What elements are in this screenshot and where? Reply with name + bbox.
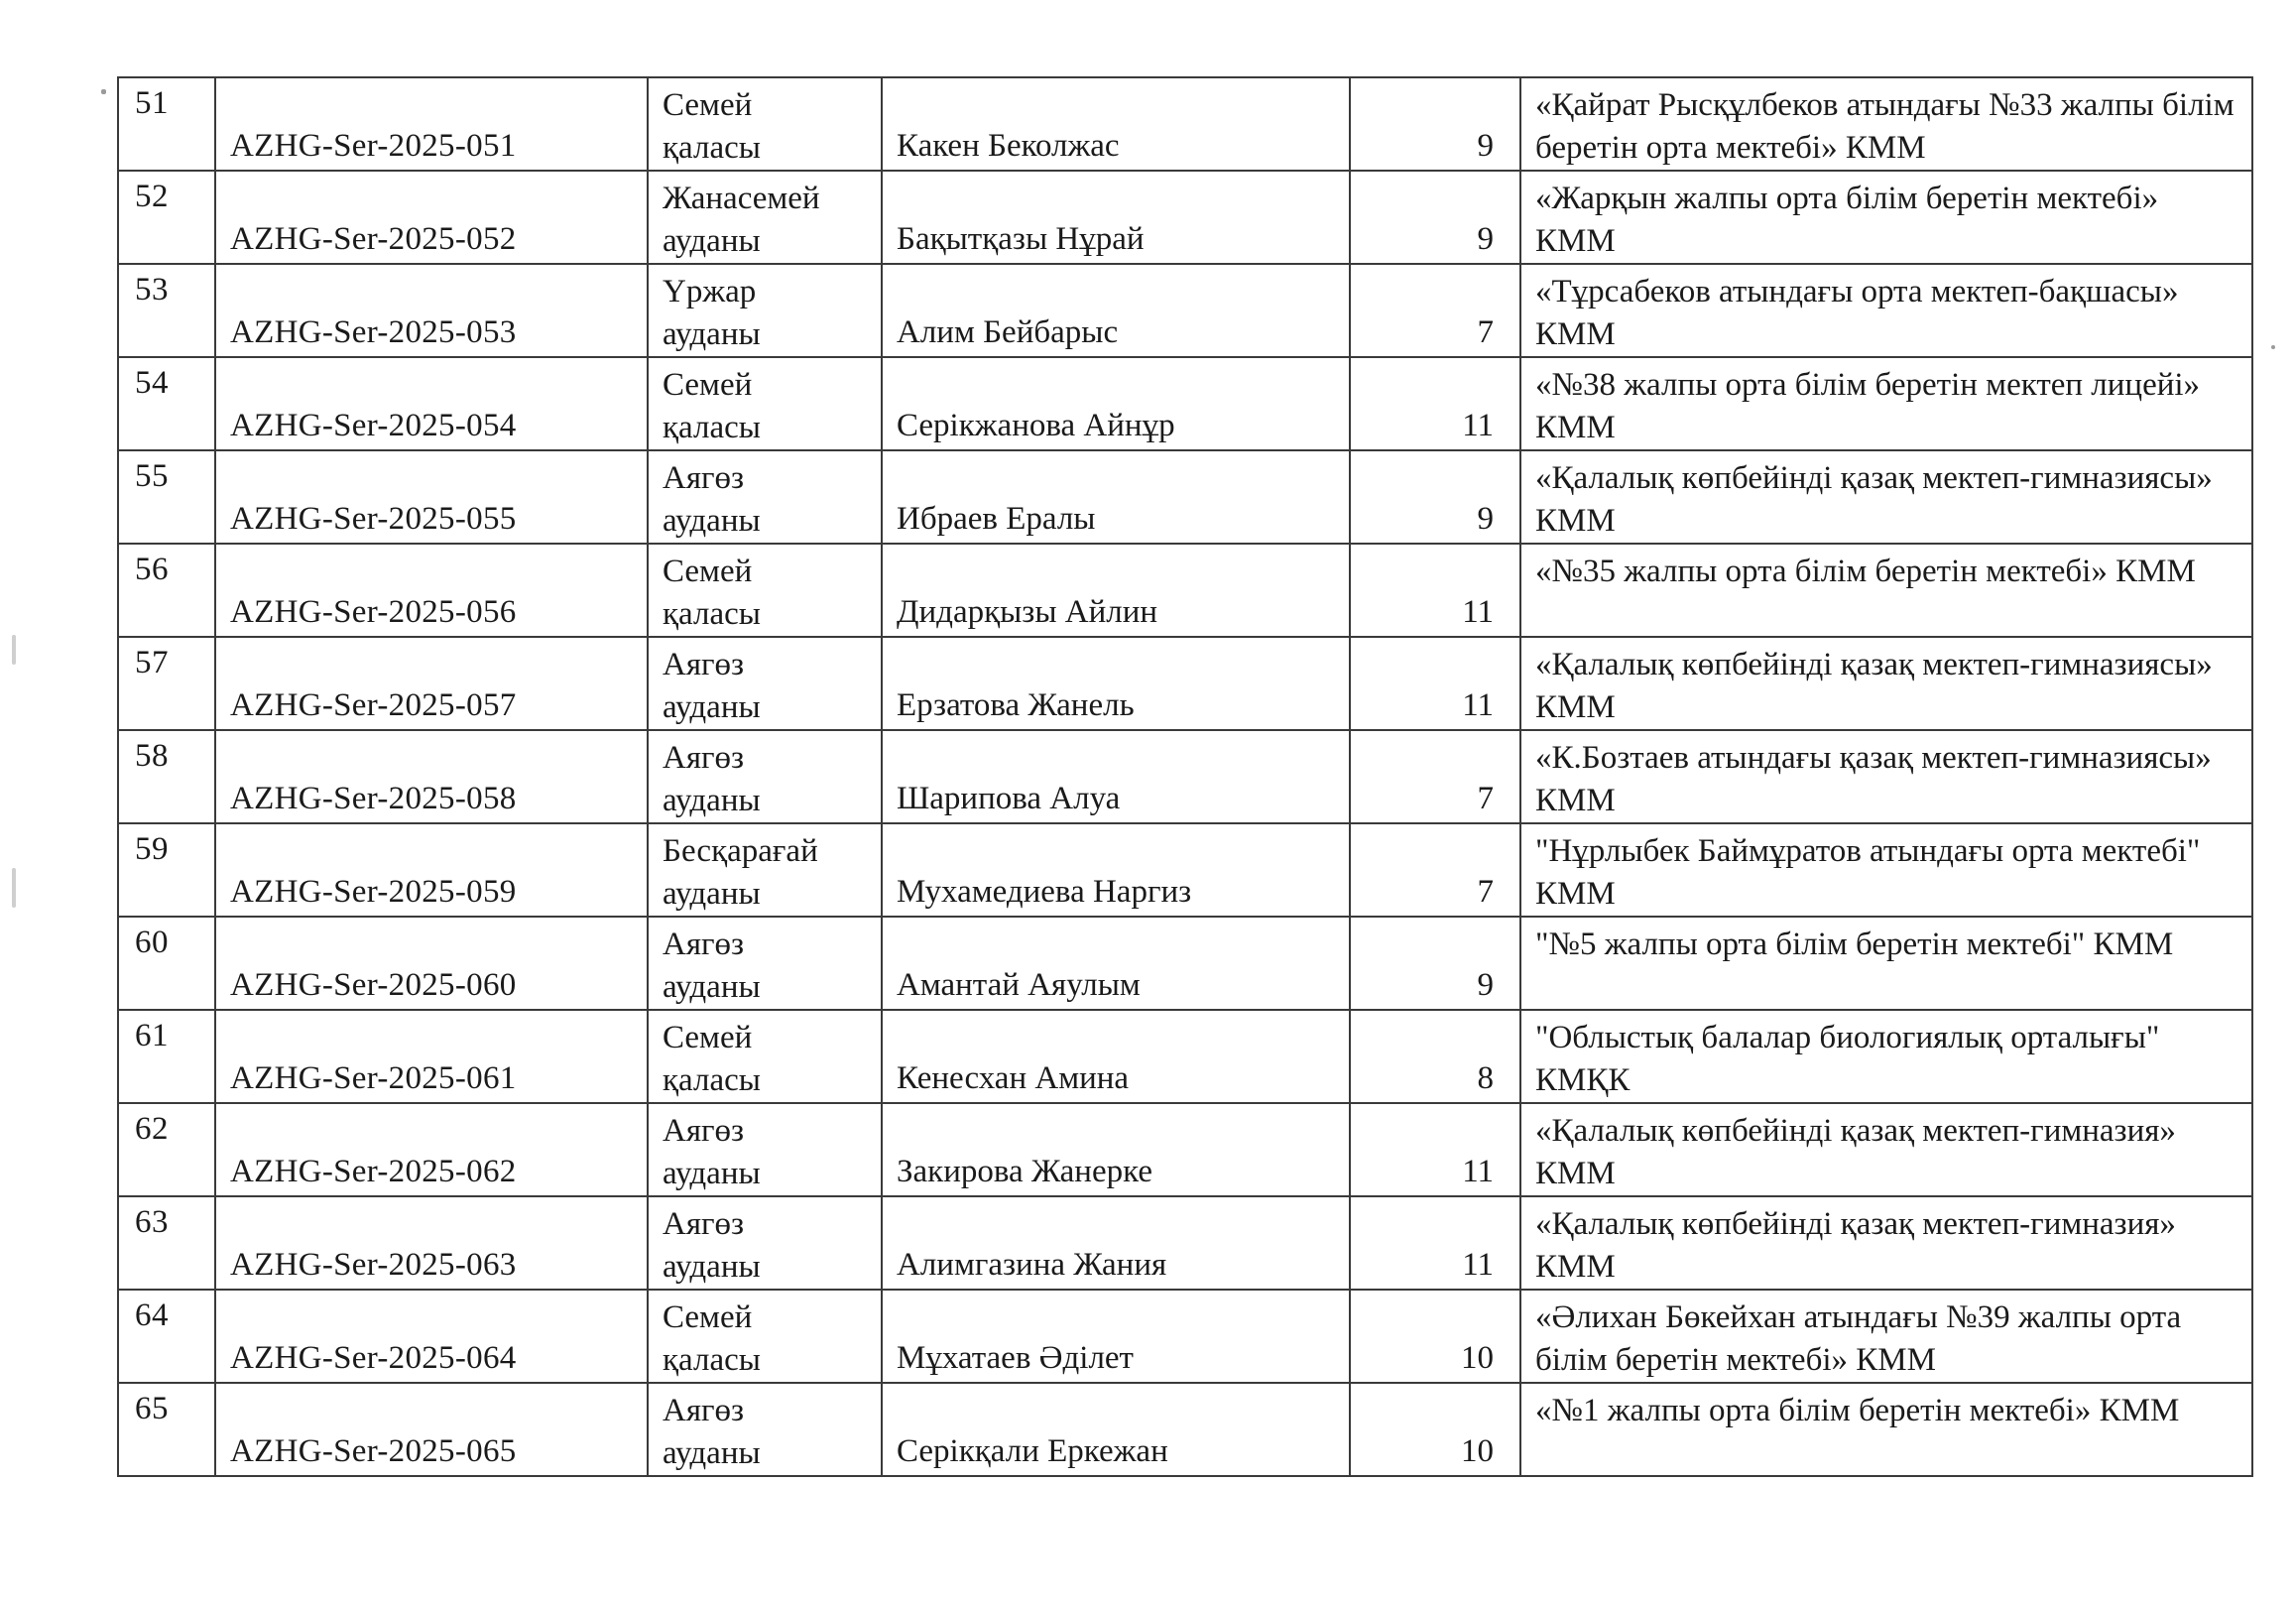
region-name: Аягөз (663, 1206, 745, 1242)
school-name: "Нұрлыбек Баймұратов атындағы орта мектебі" КММ (1520, 823, 2252, 917)
scan-mark (101, 89, 106, 94)
row-number: 52 (118, 171, 215, 264)
grade: 11 (1350, 544, 1520, 637)
region-cell (648, 544, 882, 637)
region-cell (648, 77, 882, 171)
scan-mark (12, 635, 16, 665)
participant-code: AZHG-Ser-2025-062 (215, 1103, 648, 1196)
grade: 11 (1350, 1103, 1520, 1196)
school-name: «Қалалық көпбейінді қазақ мектеп-гимназия» КММ (1520, 1103, 2252, 1196)
region-name: Үржар (663, 274, 757, 309)
region-type: қаласы (663, 1342, 761, 1378)
region-cell (648, 1196, 882, 1290)
region-cell (648, 730, 882, 823)
region-type: ауданы (663, 783, 761, 818)
region-cell (648, 450, 882, 544)
school-name: «№35 жалпы орта білім беретін мектебі» КММ (1520, 544, 2252, 637)
region-name: Аягөз (663, 1113, 745, 1149)
row-number: 51 (118, 77, 215, 171)
row-number: 65 (118, 1383, 215, 1476)
row-number: 59 (118, 823, 215, 917)
school-name: «№1 жалпы орта білім беретін мектебі» КММ (1520, 1383, 2252, 1476)
school-name: «Қайрат Рысқұлбеков атындағы №33 жалпы білім беретін орта мектебі» КММ (1520, 77, 2252, 171)
school-name: «Жарқын жалпы орта білім беретін мектебі» КММ (1520, 171, 2252, 264)
participant-name: Серікжанова Айнұр (882, 357, 1350, 450)
participant-name: Шарипова Алуа (882, 730, 1350, 823)
region-cell (648, 171, 882, 264)
row-number: 61 (118, 1010, 215, 1103)
table-row (118, 917, 2252, 1010)
grade: 8 (1350, 1010, 1520, 1103)
region-type: ауданы (663, 876, 761, 912)
participant-code: AZHG-Ser-2025-059 (215, 823, 648, 917)
grade: 7 (1350, 823, 1520, 917)
region-type: қаласы (663, 130, 761, 166)
region-cell (648, 264, 882, 357)
table-row (118, 450, 2252, 544)
grade: 9 (1350, 77, 1520, 171)
school-name: "Облыстық балалар биологиялық орталығы" КМҚК (1520, 1010, 2252, 1103)
scan-mark (12, 868, 16, 908)
region-name: Семей (663, 1299, 753, 1335)
school-name: «Қалалық көпбейінді қазақ мектеп-гимназия» КММ (1520, 1196, 2252, 1290)
region-name: Жанасемей (663, 181, 820, 216)
grade: 9 (1350, 917, 1520, 1010)
region-name: Семей (663, 554, 753, 589)
school-name: «К.Бозтаев атындағы қазақ мектеп-гимназиясы» КММ (1520, 730, 2252, 823)
row-number: 58 (118, 730, 215, 823)
participant-name: Какен Беколжас (882, 77, 1350, 171)
grade: 11 (1350, 1196, 1520, 1290)
grade: 7 (1350, 264, 1520, 357)
region-name: Бесқарағай (663, 833, 818, 869)
participant-name: Закирова Жанерке (882, 1103, 1350, 1196)
region-name: Семей (663, 87, 753, 123)
participant-code: AZHG-Ser-2025-065 (215, 1383, 648, 1476)
participant-name: Алим Бейбарыс (882, 264, 1350, 357)
participant-code: AZHG-Ser-2025-057 (215, 637, 648, 730)
region-type: ауданы (663, 223, 761, 259)
school-name: «Тұрсабеков атындағы орта мектеп-бақшасы» КММ (1520, 264, 2252, 357)
participant-code: AZHG-Ser-2025-060 (215, 917, 648, 1010)
region-name: Аягөз (663, 927, 745, 962)
table-row (118, 544, 2252, 637)
row-number: 57 (118, 637, 215, 730)
region-cell (648, 357, 882, 450)
region-type: ауданы (663, 503, 761, 539)
row-number: 64 (118, 1290, 215, 1383)
row-number: 62 (118, 1103, 215, 1196)
row-number: 60 (118, 917, 215, 1010)
grade: 10 (1350, 1290, 1520, 1383)
table-row (118, 77, 2252, 171)
participant-code: AZHG-Ser-2025-064 (215, 1290, 648, 1383)
region-name: Аягөз (663, 1393, 745, 1428)
row-number: 56 (118, 544, 215, 637)
region-name: Семей (663, 367, 753, 403)
grade: 9 (1350, 450, 1520, 544)
row-number: 63 (118, 1196, 215, 1290)
participant-code: AZHG-Ser-2025-056 (215, 544, 648, 637)
scan-mark (2271, 345, 2275, 349)
row-number: 54 (118, 357, 215, 450)
grade: 9 (1350, 171, 1520, 264)
table-row (118, 264, 2252, 357)
row-number: 53 (118, 264, 215, 357)
region-type: ауданы (663, 316, 761, 352)
table-body (118, 77, 2252, 1476)
table-row (118, 171, 2252, 264)
school-name: "№5 жалпы орта білім беретін мектебі" КММ (1520, 917, 2252, 1010)
participant-name: Мұхатаев Әділет (882, 1290, 1350, 1383)
region-type: ауданы (663, 1249, 761, 1285)
school-name: «Қалалық көпбейінді қазақ мектеп-гимназиясы» КММ (1520, 450, 2252, 544)
table-row (118, 1383, 2252, 1476)
participant-code: AZHG-Ser-2025-061 (215, 1010, 648, 1103)
region-type: ауданы (663, 969, 761, 1005)
participant-name: Мухамедиева Наргиз (882, 823, 1350, 917)
region-cell (648, 1103, 882, 1196)
region-cell (648, 917, 882, 1010)
table-row (118, 1290, 2252, 1383)
region-type: ауданы (663, 1435, 761, 1471)
participant-code: AZHG-Ser-2025-063 (215, 1196, 648, 1290)
participant-name: Ерзатова Жанель (882, 637, 1350, 730)
region-type: қаласы (663, 596, 761, 632)
region-cell (648, 1383, 882, 1476)
region-cell (648, 823, 882, 917)
table-row (118, 823, 2252, 917)
grade: 11 (1350, 357, 1520, 450)
region-type: ауданы (663, 1156, 761, 1191)
participant-name: Дидарқызы Айлин (882, 544, 1350, 637)
participant-name: Серікқали Еркежан (882, 1383, 1350, 1476)
region-name: Семей (663, 1020, 753, 1055)
region-name: Аягөз (663, 647, 745, 682)
table-row (118, 730, 2252, 823)
participant-code: AZHG-Ser-2025-053 (215, 264, 648, 357)
school-name: «№38 жалпы орта білім беретін мектеп лицейі» КММ (1520, 357, 2252, 450)
participant-code: AZHG-Ser-2025-055 (215, 450, 648, 544)
table-row (118, 1196, 2252, 1290)
region-cell (648, 1290, 882, 1383)
participant-name: Кенесхан Амина (882, 1010, 1350, 1103)
participant-name: Бақытқазы Нұрай (882, 171, 1350, 264)
table-row (118, 637, 2252, 730)
grade: 10 (1350, 1383, 1520, 1476)
participants-table (117, 76, 2253, 1477)
participant-code: AZHG-Ser-2025-051 (215, 77, 648, 171)
region-type: ауданы (663, 689, 761, 725)
table-row (118, 357, 2252, 450)
region-name: Аягөз (663, 460, 745, 496)
participant-name: Амантай Аяулым (882, 917, 1350, 1010)
region-name: Аягөз (663, 740, 745, 776)
school-name: «Қалалық көпбейінді қазақ мектеп-гимназиясы» КММ (1520, 637, 2252, 730)
grade: 7 (1350, 730, 1520, 823)
participant-name: Ибраев Ералы (882, 450, 1350, 544)
grade: 11 (1350, 637, 1520, 730)
row-number: 55 (118, 450, 215, 544)
table-row (118, 1010, 2252, 1103)
region-type: қаласы (663, 410, 761, 445)
participant-code: AZHG-Ser-2025-052 (215, 171, 648, 264)
school-name: «Әлихан Бөкейхан атындағы №39 жалпы орта білім беретін мектебі» КММ (1520, 1290, 2252, 1383)
region-type: қаласы (663, 1062, 761, 1098)
region-cell (648, 1010, 882, 1103)
region-cell (648, 637, 882, 730)
table-row (118, 1103, 2252, 1196)
participant-code: AZHG-Ser-2025-054 (215, 357, 648, 450)
participant-code: AZHG-Ser-2025-058 (215, 730, 648, 823)
participant-name: Алимгазина Жания (882, 1196, 1350, 1290)
